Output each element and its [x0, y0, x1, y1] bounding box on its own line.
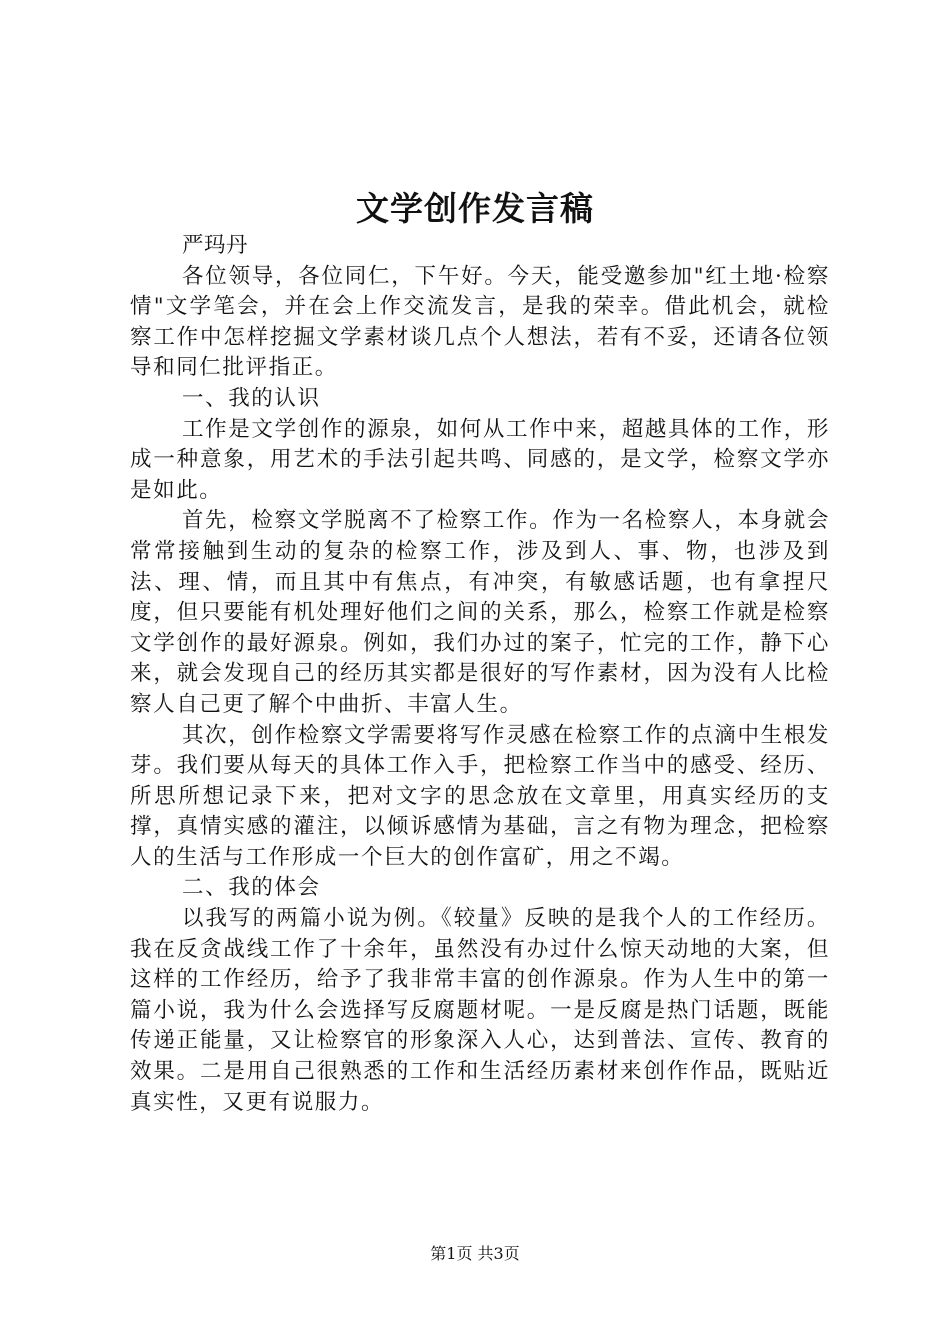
- section-heading-experience: 二、我的体会: [182, 875, 321, 901]
- document-body: [130, 231, 830, 1118]
- section-heading-understanding: 一、我的认识: [182, 385, 321, 411]
- author-line: 严玛丹: [182, 233, 249, 258]
- paragraph-work-source: 工作是文学创作的源泉，如何从工作中来，超越具体的工作，形成一种意象，用艺术的手法引起共鸣、同感的，是文学，检察文学亦是如此。: [130, 416, 830, 503]
- paragraph-novel-example: 以我写的两篇小说为例。《较量》反映的是我个人的工作经历。我在反贪战线工作了十余年，虽然没有办过什么惊天动地的大案，但这样的工作经历，给予了我非常丰富的创作源泉。作为人生中的第一篇小说，我为什么会选择写反腐题材呢。一是反腐是热门话题，既能传递正能量，又让检察官的形象深入人心，达到普法、宣传、教育的效果。二是用自己很熟悉的工作和生活经历素材来创作作品，既贴近真实性，又更有说服力。: [130, 906, 830, 1115]
- document-title: 文学创作发言稿: [356, 189, 594, 228]
- page-footer: 第1页 共3页: [430, 1244, 520, 1263]
- paragraph-first-point: 首先，检察文学脱离不了检察工作。作为一名检察人，本身就会常常接触到生动的复杂的检察工作，涉及到人、事、物，也涉及到法、理、情，而且其中有焦点，有冲突，有敏感话题，也有拿捏尺度，但只要能有机处理好他们之间的关系，那么，检察工作就是检察文学创作的最好源泉。例如，我们办过的案子，忙完的工作，静下心来，就会发现自己的经历其实都是很好的写作素材，因为没有人比检察人自己更了解个中曲折、丰富人生。: [130, 508, 830, 717]
- paragraph-greeting: 各位领导，各位同仁，下午好。今天，能受邀参加"红土地·检察情"文学笔会，并在会上作交流发言，是我的荣幸。借此机会，就检察工作中怎样挖掘文学素材谈几点个人想法，若有不妥，还请各位领导和同仁批评指正。: [130, 263, 830, 381]
- paragraph-second-point: 其次，创作检察文学需要将写作灵感在检察工作的点滴中生根发芽。我们要从每天的具体工作入手，把检察工作当中的感受、经历、所思所想记录下来，把对文字的思念放在文章里，用真实经历的支撑，真情实感的灌注，以倾诉感情为基础，言之有物为理念，把检察人的生活与工作形成一个巨大的创作富矿，用之不竭。: [130, 722, 830, 870]
